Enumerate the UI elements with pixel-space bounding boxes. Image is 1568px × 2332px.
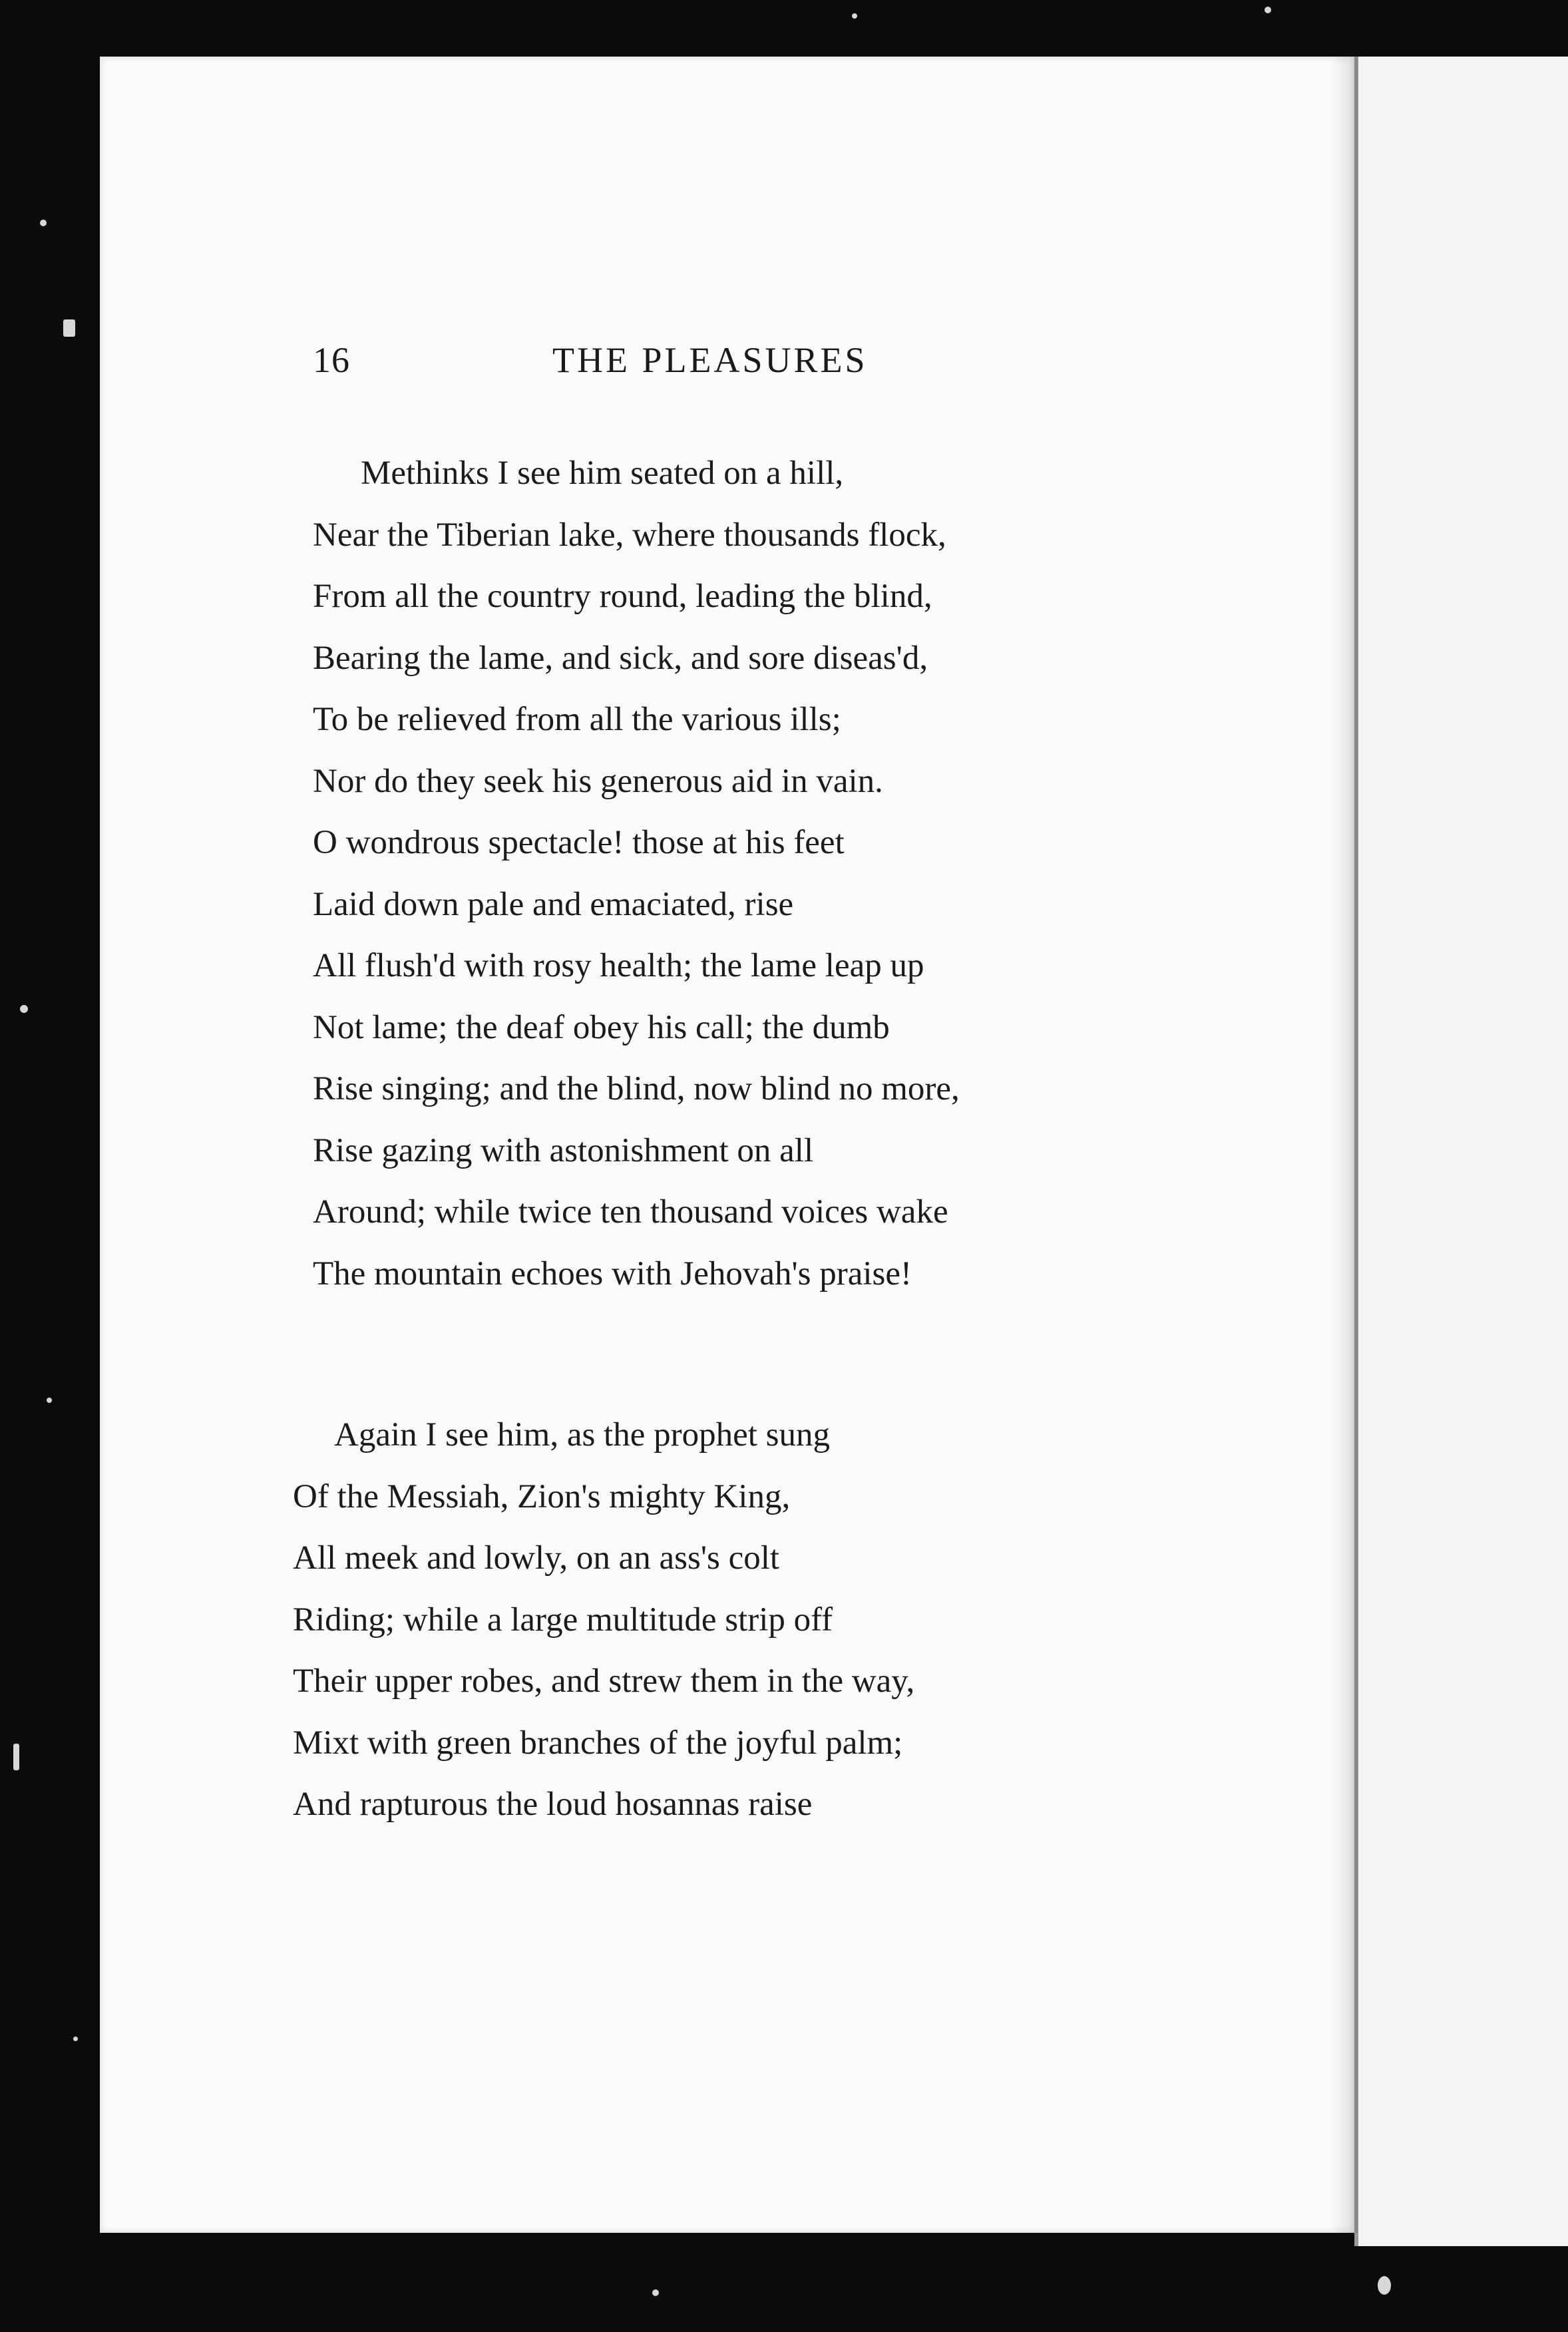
dust-speck bbox=[40, 220, 47, 226]
verse-line: Around; while twice ten thousand voices wake bbox=[313, 1193, 948, 1231]
dust-speck bbox=[13, 1744, 19, 1770]
verse-line: All meek and lowly, on an ass's colt bbox=[293, 1539, 780, 1577]
dust-speck bbox=[1265, 7, 1271, 13]
dust-speck bbox=[47, 1398, 52, 1403]
verse-line: Mixt with green branches of the joyful palm; bbox=[293, 1724, 903, 1762]
verse-line: The mountain echoes with Jehovah's praise! bbox=[313, 1255, 912, 1292]
verse-line: Again I see him, as the prophet sung bbox=[334, 1416, 831, 1454]
verse-line: Rise singing; and the blind, now blind no more, bbox=[313, 1070, 960, 1107]
verse-line: All flush'd with rosy health; the lame leap up bbox=[313, 947, 924, 984]
stanza bbox=[313, 443, 960, 1304]
verse-line: Near the Tiberian lake, where thousands flock, bbox=[313, 516, 946, 554]
verse-line: From all the country round, leading the blind, bbox=[313, 578, 932, 615]
verse-line: Their upper robes, and strew them in the way, bbox=[293, 1662, 915, 1700]
verse-line: Laid down pale and emaciated, rise bbox=[313, 885, 794, 923]
page-number: 16 bbox=[313, 340, 350, 380]
verse-line: Rise gazing with astonishment on all bbox=[313, 1131, 814, 1169]
dust-speck bbox=[73, 2037, 78, 2041]
dust-speck bbox=[63, 319, 75, 337]
verse-line: O wondrous spectacle! those at his feet bbox=[313, 824, 845, 861]
verse-line: Methinks I see him seated on a hill, bbox=[361, 455, 844, 492]
running-head bbox=[313, 339, 978, 393]
stanza bbox=[293, 1404, 914, 1836]
running-title: THE PLEASURES bbox=[552, 340, 868, 380]
verse-line: Nor do they seek his generous aid in vain. bbox=[313, 762, 883, 800]
verse-line: To be relieved from all the various ills; bbox=[313, 701, 841, 738]
dust-speck bbox=[652, 2289, 659, 2296]
facing-page-edge bbox=[1354, 57, 1568, 2246]
verse-line: Riding; while a large multitude strip off bbox=[293, 1601, 833, 1639]
dust-speck bbox=[1378, 2276, 1391, 2295]
gutter-shadow bbox=[1331, 57, 1358, 2233]
dust-speck bbox=[20, 1005, 28, 1013]
verse-line: Of the Messiah, Zion's mighty King, bbox=[293, 1477, 791, 1515]
verse-line: Bearing the lame, and sick, and sore diseas'd, bbox=[313, 639, 928, 677]
verse-line: Not lame; the deaf obey his call; the dumb bbox=[313, 1008, 890, 1046]
verse-line: And rapturous the loud hosannas raise bbox=[293, 1786, 813, 1823]
dust-speck bbox=[852, 13, 857, 19]
